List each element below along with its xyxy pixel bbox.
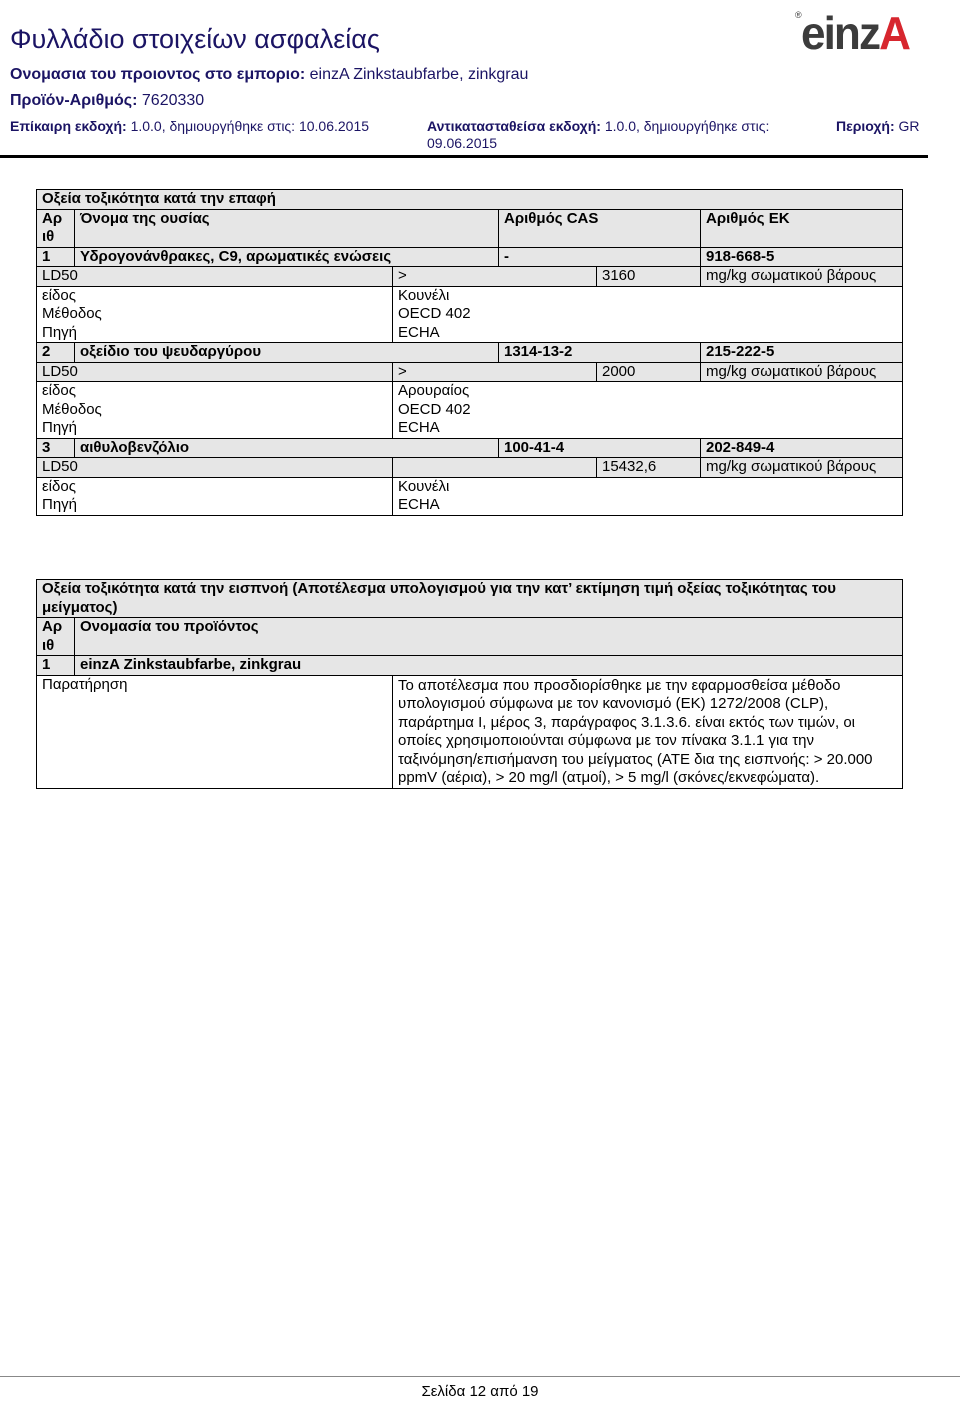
ld50-unit: mg/kg σωματικού βάρους [701,458,903,478]
detail-row [37,477,903,515]
product-number-line [10,92,204,110]
region [836,118,920,134]
region-value: GR [898,118,920,134]
header-divider [0,155,928,158]
detail-row [37,286,903,343]
detail-labels: είδος Πηγή [37,477,393,515]
replaced-version-value: 1.0.0, δημιουργήθηκε στις: [604,118,770,134]
page-number: Σελίδα 12 από 19 [421,1383,539,1400]
substance-cas: 100-41-4 [499,438,701,458]
note-text: Το αποτέλεσμα που προσδιορίσθηκε με την εφαρμοσθείσα μέθοδο υπολογισμού σύμφωνα με τον κανονισμό (ΕΚ) 1272/2008 (CLP), παράρτημα I, μέρος 3, παράγραφος 3.1.3.6. είναι εκτός των τιμών, οι οποίες χρησιμοποιούνται σύμφωνα με τον πίνακα 3.1.1 για την ταξινόμηση/επισήμανση του μείγματος (ATE δια της εισπνοής: > 20.000 ppmV (αέρια), > 20 mg/l (ατμοί), > 5 mg/l (σκόνες/εκνεφώματα). [393,675,903,788]
logo-registered-mark: ® [795,10,802,20]
ld50-row [37,267,903,287]
replaced-version-date: 09.06.2015 [427,135,498,151]
substance-name: Υδρογονάνθρακες, C9, αρωματικές ενώσεις [75,247,499,267]
ld50-value: 2000 [597,362,701,382]
logo-wordmark: einzA [801,7,910,58]
note-row [37,675,903,788]
trade-name-label: Ονομασια του προιοντος στο εμποριο: [10,66,306,83]
ld50-operator: > [393,362,597,382]
col-header-number: Αρ ιθ [37,618,75,656]
note-label: Παρατήρηση [37,675,393,788]
product-number: 1 [37,656,75,676]
ld50-value: 3160 [597,267,701,287]
col-header-cas: Αριθμός CAS [499,209,701,247]
substance-name: αιθυλοβενζόλιο [75,438,499,458]
ld50-label: LD50 [37,458,393,478]
substance-cas: - [499,247,701,267]
detail-values: Κουνέλι OECD 402 ECHA [393,286,903,343]
detail-row [37,382,903,439]
substance-ec: 202-849-4 [701,438,903,458]
acute-toxicity-contact-table [36,189,903,516]
region-label: Περιοχή: [836,118,895,134]
contact-table-title: Οξεία τοξικότητα κατά την επαφή [37,190,903,210]
trade-name-value: einzA Zinkstaubfarbe, zinkgrau [309,66,529,83]
replaced-version [427,118,769,134]
acute-toxicity-inhalation-table [36,579,903,789]
ld50-unit: mg/kg σωματικού βάρους [701,267,903,287]
ld50-operator: > [393,267,597,287]
current-version [10,118,369,134]
ld50-operator [393,458,597,478]
ld50-unit: mg/kg σωματικού βάρους [701,362,903,382]
ld50-value: 15432,6 [597,458,701,478]
detail-values: Αρουραίος OECD 402 ECHA [393,382,903,439]
ld50-label: LD50 [37,362,393,382]
ld50-row [37,362,903,382]
col-header-product-name: Ονομασία του προϊόντος [75,618,903,656]
einza-logo [795,2,910,58]
substance-row [37,343,903,363]
col-header-number: Αρ ιθ [37,209,75,247]
product-name: einzA Zinkstaubfarbe, zinkgrau [75,656,903,676]
trade-name-line [10,66,528,84]
ld50-label: LD50 [37,267,393,287]
document-title: Φυλλάδιο στοιχείων ασφαλείας [10,24,380,54]
product-number-label: Προϊόν-Αριθμός: [10,92,138,109]
product-row [37,656,903,676]
substance-number: 3 [37,438,75,458]
detail-values: Κουνέλι ECHA [393,477,903,515]
inhalation-table-title: Οξεία τοξικότητα κατά την εισπνοή (Αποτέλεσμα υπολογισμού για την κατ’ εκτίμηση τιμή οξείας τοξικότητας του μείγματος) [37,580,903,618]
replaced-version-label: Αντικατασταθείσα εκδοχή: [427,118,601,134]
substance-cas: 1314-13-2 [499,343,701,363]
col-header-substance-name: Όνομα της ουσίας [75,209,499,247]
substance-row [37,247,903,267]
substance-ec: 215-222-5 [701,343,903,363]
footer-divider [0,1376,960,1377]
substance-number: 2 [37,343,75,363]
ld50-row [37,458,903,478]
col-header-ec: Αριθμός ΕΚ [701,209,903,247]
substance-ec: 918-668-5 [701,247,903,267]
detail-labels: είδος Μέθοδος Πηγή [37,286,393,343]
current-version-value: 1.0.0, δημιουργήθηκε στις: 10.06.2015 [130,118,370,134]
substance-row [37,438,903,458]
current-version-label: Επίκαιρη εκδοχή: [10,118,127,134]
substance-number: 1 [37,247,75,267]
substance-name: οξείδιο του ψευδαργύρου [75,343,499,363]
detail-labels: είδος Μέθοδος Πηγή [37,382,393,439]
product-number-value: 7620330 [141,92,205,109]
